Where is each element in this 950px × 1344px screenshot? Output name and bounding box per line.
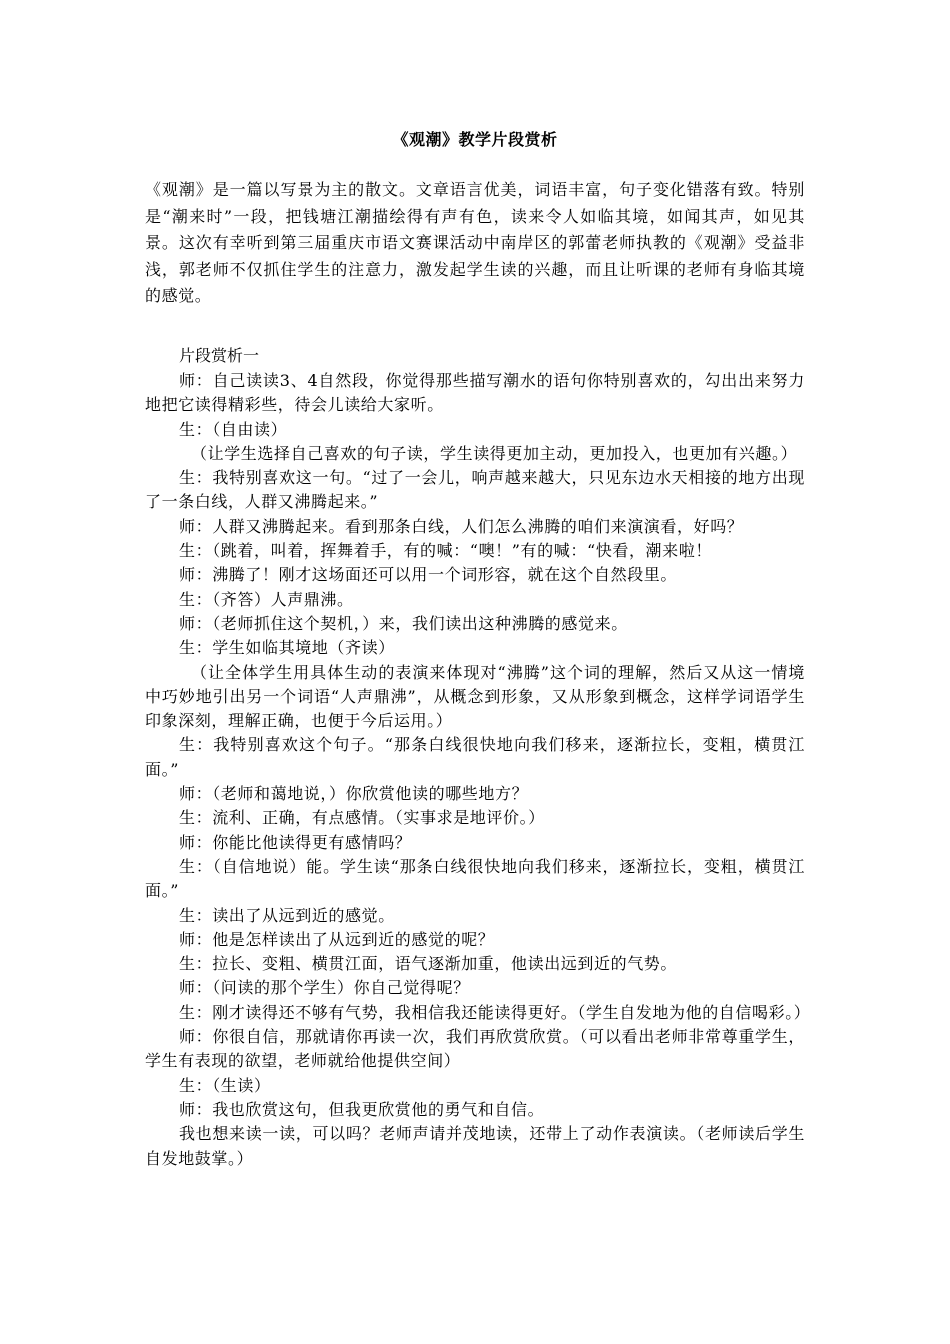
dialogue-paragraph: 师：沸腾了！刚才这场面还可以用一个词形容，就在这个自然段里。 [179,565,678,585]
dialogue-paragraph: 师：他是怎样读出了从远到近的感觉的呢？ [179,929,495,949]
dialogue-paragraph: 师：你能比他读得更有感情吗？ [179,832,412,852]
dialogue-paragraph: 师：我也欣赏这句，但我更欣赏他的勇气和自信。 [179,1099,545,1119]
dialogue-paragraph: 生：（跳着，叫着，挥舞着手，有的喊：“噢！”有的喊：“快看，潮来啦！ [179,541,712,561]
dialogue-paragraph: 生：（齐答）人声鼎沸。 [179,589,354,609]
section-heading: 片段赏析一 [179,345,260,365]
document-page [145,128,811,1171]
section-spacer [145,310,805,343]
dialogue-paragraph: 我也想来读一读，可以吗？老师声请并茂地读，还带上了动作表演读。（老师读后学生自发地鼓掌。） [145,1124,805,1168]
dialogue-paragraph: 师：自己读读3、4自然段，你觉得那些描写潮水的语句你特别喜欢的，勾出出来努力地把它读得精彩些，待会儿读给大家听。 [145,371,805,415]
dialogue-body [145,369,811,1171]
dialogue-paragraph: 师：人群又沸腾起来。看到那条白线，人们怎么沸腾的咱们来演演看，好吗？ [179,516,744,536]
document-title: 《观潮》教学片段赏析 [392,130,558,149]
dialogue-paragraph: 生：（生读） [179,1075,271,1095]
dialogue-paragraph: 生：刚才读得还不够有气势，我相信我还能读得更好。（学生自发地为他的自信喝彩。） [179,1002,811,1022]
intro-paragraph: 《观潮》是一篇以写景为主的散文。文章语言优美，词语丰富，句子变化错落有致。特别是“潮来时”一段，把钱塘江潮描绘得有声有色，读来令人如临其境，如闻其声，如见其景。这次有幸听到第三届重庆市语文赛课活动中南岸区的郭蕾老师执教的《观潮》受益非浅，郭老师不仅抓住学生的注意力，激发起学生读的兴趣，而且让听课的老师有身临其境的感觉。 [145,180,805,305]
dialogue-paragraph: 师：你很自信，那就请你再读一次，我们再欣赏欣赏。（可以看出老师非常尊重学生，学生有表现的欲望，老师就给他提供空间） [145,1027,805,1071]
commentary-paragraph: （让全体学生用具体生动的表演来体现对“沸腾”这个词的理解，然后又从这一情境中巧妙地引出另一个词语“人声鼎沸”，从概念到形象，又从形象到概念，这样学词语学生印象深刻，理解正确，也便于今后运用。） [145,662,805,731]
dialogue-paragraph: 生：流利、正确，有点感情。（实事求是地评价。） [179,808,545,828]
dialogue-paragraph: 师：（老师和蔼地说，）你欣赏他读的哪些地方？ [179,784,529,804]
dialogue-paragraph: 师：（问读的那个学生）你自己觉得呢？ [179,978,470,998]
commentary-paragraph: （让学生选择自己喜欢的句子读，学生读得更加主动，更加投入，也更加有兴趣。） [191,443,798,463]
dialogue-paragraph: 生：我特别喜欢这一句。“过了一会儿，响声越来越大，只见东边水天相接的地方出现了一条白线，人群又沸腾起来。” [145,468,805,512]
dialogue-paragraph: 生：（自由读） [179,419,288,439]
dialogue-paragraph: 生：学生如临其境地（齐读） [179,638,395,658]
dialogue-paragraph: 生：我特别喜欢这个句子。“那条白线很快地向我们移来，逐渐拉长，变粗，横贯江面。” [145,735,805,779]
dialogue-paragraph: 师：（老师抓住这个契机，）来，我们读出这种沸腾的感觉来。 [179,613,628,633]
dialogue-paragraph: 生：读出了从远到近的感觉。 [179,905,395,925]
dialogue-paragraph: 生：（自信地说）能。学生读“那条白线很快地向我们移来，逐渐拉长，变粗，横贯江面。” [145,856,805,901]
dialogue-paragraph: 生：拉长、变粗、横贯江面，语气逐渐加重，他读出远到近的气势。 [179,954,678,974]
